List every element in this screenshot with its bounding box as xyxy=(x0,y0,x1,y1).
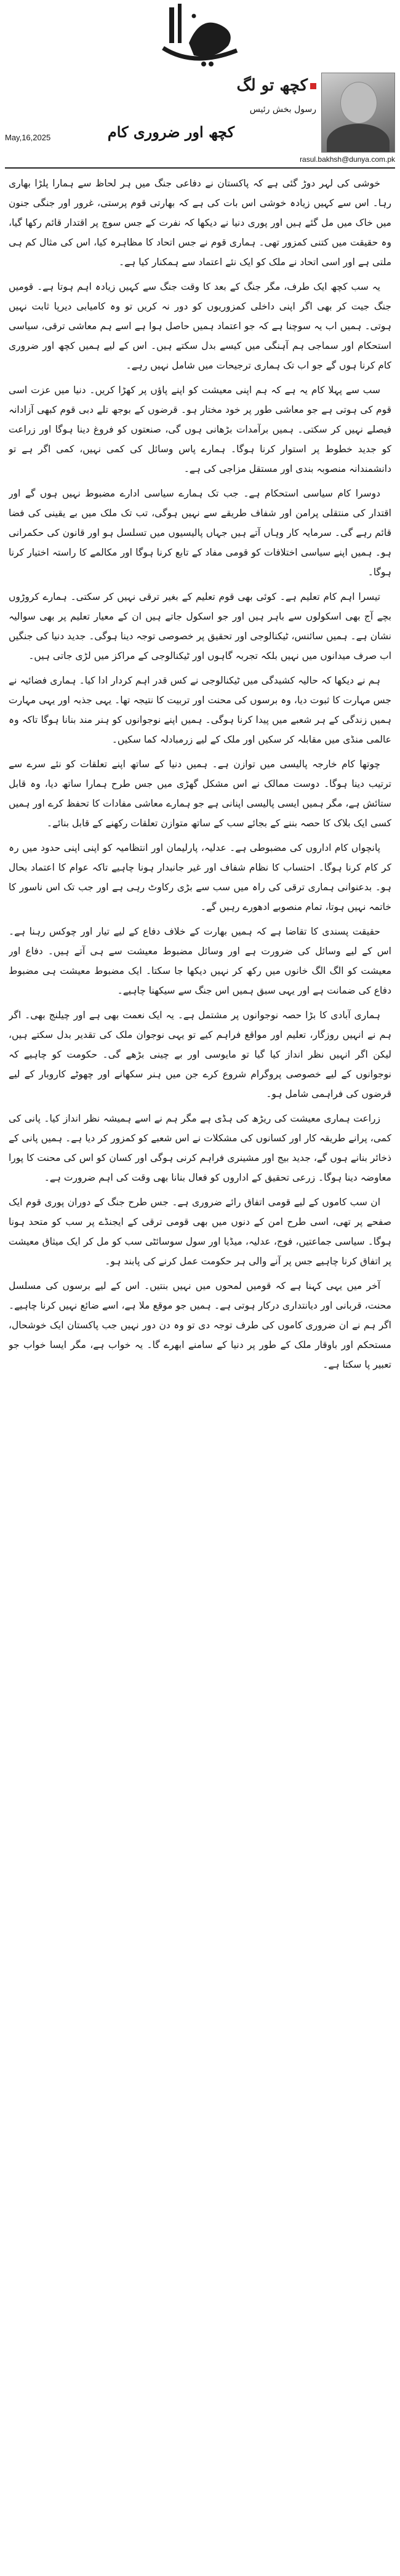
article-body xyxy=(9,173,391,2567)
author-face xyxy=(340,82,377,124)
logo-graphic xyxy=(151,4,249,70)
column-header xyxy=(5,73,395,165)
author-shoulders xyxy=(327,124,390,153)
column-name-text: کچھ تو لگ xyxy=(236,76,308,95)
column-name xyxy=(236,76,316,95)
dunya-newspaper-logo-icon xyxy=(151,4,249,70)
article-paragraph: چوتھا کام خارجہ پالیسی میں توازن ہے۔ ہمیں دنیا کے ساتھ اپنے تعلقات کو نئے سرے سے ترتیب دینا ہوگا۔ دوست ممالک نے اس مشکل گھڑی میں جس طرح ہمارا ساتھ دیا، وہ قابل ستائش ہے، مگر ہمیں ایسی پالیسی اپنانی ہے جو ہمارے معاشی مفادات کا تحفظ کرے اور ہمیں کسی ایک بلاک کا حصہ بننے کے بجائے سب کے ساتھ متوازن تعلقات رکھنے کے قابل بنائے۔ xyxy=(9,759,391,829)
article-paragraph: آخر میں یہی کہنا ہے کہ قومیں لمحوں میں نہیں بنتیں۔ اس کے لیے برسوں کی مسلسل محنت، قربانی اور دیانتداری درکار ہوتی ہے۔ ہمیں جو موقع ملا ہے، اسے ضائع نہیں کرنا چاہیے۔ اگر ہم نے ان ضروری کاموں کی طرف توجہ دی تو وہ دن دور نہیں جب پاکستان ایک خوشحال، مستحکم اور باوقار ملک کے طور پر دنیا کے سامنے ابھرے گا۔ یہ خواب ہے، مگر ایسا خواب جو تعبیر پا سکتا ہے۔ xyxy=(9,1280,391,1370)
author-email: rasul.bakhsh@dunya.com.pk xyxy=(300,155,395,164)
article-paragraph: ہماری آبادی کا بڑا حصہ نوجوانوں پر مشتمل ہے۔ یہ ایک نعمت بھی ہے اور چیلنج بھی۔ اگر ہم نے انہیں روزگار، تعلیم اور مواقع فراہم کیے تو یہی نوجوان ملک کی تقدیر بدل سکتے ہیں، لیکن اگر انہیں نظر انداز کیا گیا تو مایوسی اور بے چینی بڑھے گی۔ حکومت کو چاہیے کہ نوجوانوں کے لیے خصوصی پروگرام شروع کرے جن میں ہنر سکھانے اور چھوٹے کاروبار کے لیے قرضوں کی فراہمی شامل ہو۔ xyxy=(9,1010,391,1099)
article-paragraph: پانچواں کام اداروں کی مضبوطی ہے۔ عدلیہ، پارلیمان اور انتظامیہ کو اپنی اپنی حدود میں رہ کر کام کرنا ہوگا۔ احتساب کا نظام شفاف اور غیر جانبدار ہونا چاہیے تاکہ عوام کا اعتماد بحال ہو۔ بدعنوانی ہماری ترقی کی راہ میں سب سے بڑی رکاوٹ رہی ہے اور جب تک اس ناسور کا خاتمہ نہیں ہوتا، تمام منصوبے ادھورے رہیں گے۔ xyxy=(9,842,391,912)
header-divider xyxy=(5,167,395,169)
article-paragraph: سب سے پہلا کام یہ ہے کہ ہم اپنی معیشت کو اپنے پاؤں پر کھڑا کریں۔ دنیا میں عزت اسی قوم کی ہوتی ہے جو معاشی طور پر خود مختار ہو۔ قرضوں کے بوجھ تلے دبی قوم کبھی آزادانہ فیصلے نہیں کر سکتی۔ ہمیں برآمدات بڑھانی ہوں گی، صنعتوں کو فروغ دینا ہوگا اور زراعت کو جدید خطوط پر استوار کرنا ہوگا۔ ہمارے پاس وسائل کی کمی نہیں، کمی اگر ہے تو دانشمندانہ منصوبہ بندی اور مستقل مزاجی کی ہے۔ xyxy=(9,385,391,474)
article-paragraph: ان سب کاموں کے لیے قومی اتفاق رائے ضروری ہے۔ جس طرح جنگ کے دوران پوری قوم ایک صفحے پر تھی، اسی طرح امن کے دنوں میں بھی قومی ترقی کے ایجنڈے پر سب کو متحد ہونا ہوگا۔ سیاسی جماعتیں، فوج، عدلیہ، میڈیا اور سول سوسائٹی سب کو مل کر ایک میثاق معیشت پر اتفاق کرنا چاہیے جس پر آنے والی ہر حکومت عمل کرنے کی پابند ہو۔ xyxy=(9,1197,391,1267)
author-portrait-icon xyxy=(321,73,395,153)
column-accent-mark xyxy=(310,83,316,89)
publish-date: May,16,2025 xyxy=(5,133,51,142)
article-paragraph: خوشی کی لہر دوڑ گئی ہے کہ پاکستان نے دفاعی جنگ میں ہر لحاظ سے ہمارا پلڑا بھاری رہا۔ اس سے کہیں زیادہ خوشی اس بات کی ہے کہ بھارتی قوم پرستی، غرور اور جنگی جنون میں خاک میں مل گئے ہیں اور پوری دنیا نے دیکھا کہ نفرت کے جس سوچ پر اقتدار قائم رکھا گیا، وہ حقیقت میں کتنی کمزور تھی۔ ہماری قوم نے جس اتحاد کا مظاہرہ کیا، اس کی مثال کم ہی ملتی ہے اور اسی اتحاد نے ملک کو ایک نئے اعتماد سے ہمکنار کیا ہے۔ xyxy=(9,178,391,268)
article-headline: کچھ اور ضروری کام xyxy=(107,123,235,141)
article-paragraph: زراعت ہماری معیشت کی ریڑھ کی ہڈی ہے مگر ہم نے اسے ہمیشہ نظر انداز کیا۔ پانی کی کمی، پرانے طریقہ کار اور کسانوں کی مشکلات نے اس شعبے کو کمزور کر دیا ہے۔ ہمیں پانی کے ذخائر بنانے ہوں گے، جدید بیج اور مشینری فراہم کرنی ہوگی اور کسان کو اس کی محنت کا پورا معاوضہ دینا ہوگا۔ زرعی تحقیق کے اداروں کو فعال بنانا بھی وقت کی اہم ضرورت ہے۔ xyxy=(9,1113,391,1183)
article-paragraph: دوسرا کام سیاسی استحکام ہے۔ جب تک ہمارے سیاسی ادارے مضبوط نہیں ہوں گے اور اقتدار کی منتقلی پرامن اور شفاف طریقے سے نہیں ہوگی، تب تک ملک میں بے یقینی کی فضا قائم رہے گی۔ سرمایہ کار وہاں آتے ہیں جہاں پالیسیوں میں تسلسل ہو اور قانون کی حکمرانی ہو۔ ہمیں اپنے سیاسی اختلافات کو قومی مفاد کے تابع کرنا ہوگا اور مکالمے کا راستہ اختیار کرنا ہوگا۔ xyxy=(9,488,391,578)
article-paragraph: حقیقت پسندی کا تقاضا ہے کہ ہمیں بھارت کے خلاف دفاع کے لیے تیار اور چوکس رہنا ہے۔ اس کے لیے وسائل کی ضرورت ہے اور وسائل مضبوط معیشت سے ہی آتے ہیں۔ دفاع اور معیشت کو الگ الگ خانوں میں رکھ کر نہیں دیکھا جا سکتا۔ ایک مضبوط معیشت ہی مضبوط دفاع کی ضمانت ہے اور یہی سبق ہمیں اس جنگ سے سیکھنا چاہیے۔ xyxy=(9,926,391,996)
article-paragraph: ہم نے دیکھا کہ حالیہ کشیدگی میں ٹیکنالوجی نے کس قدر اہم کردار ادا کیا۔ ہماری فضائیہ نے جس مہارت کا ثبوت دیا، وہ برسوں کی محنت اور تربیت کا نتیجہ تھا۔ یہی جذبہ اور یہی مہارت ہمیں زندگی کے ہر شعبے میں پیدا کرنا ہوگی۔ ہمیں اپنے نوجوانوں کو ہنر مند بنانا ہوگا تاکہ وہ عالمی منڈی میں مقابلہ کر سکیں اور ملک کے لیے زرمبادلہ کما سکیں۔ xyxy=(9,675,391,745)
author-name: رسول بخش رئیس xyxy=(249,105,316,114)
article-paragraph: تیسرا اہم کام تعلیم ہے۔ کوئی بھی قوم تعلیم کے بغیر ترقی نہیں کر سکتی۔ ہمارے کروڑوں بچے آج بھی اسکولوں سے باہر ہیں اور جو اسکول جاتے ہیں ان کے معیار تعلیم پر بھی سوالیہ نشان ہے۔ ہمیں سائنس، ٹیکنالوجی اور تحقیق پر خصوصی توجہ دینا ہوگی۔ جدید دنیا کی جنگیں اب صرف میدانوں میں نہیں بلکہ تجربہ گاہوں اور ٹیکنالوجی کے مراکز میں لڑی جاتی ہیں۔ xyxy=(9,591,391,661)
article-paragraph: یہ سب کچھ ایک طرف، مگر جنگ کے بعد کا وقت جنگ سے کہیں زیادہ اہم ہوتا ہے۔ قومیں جنگ جیت کر بھی اگر اپنی داخلی کمزوریوں کو دور نہ کریں تو وہ کامیابی دیرپا ثابت نہیں ہوتی۔ ہمیں اب یہ سوچنا ہے کہ جو اعتماد ہمیں حاصل ہوا ہے اسے ہم معاشی ترقی، سیاسی استحکام اور سماجی ہم آہنگی میں کیسے بدل سکتے ہیں۔ اس کے لیے ہمیں کچھ اور ضروری کام کرنا ہوں گے جو اب تک ہماری ترجیحات میں شامل نہیں رہے۔ xyxy=(9,281,391,371)
